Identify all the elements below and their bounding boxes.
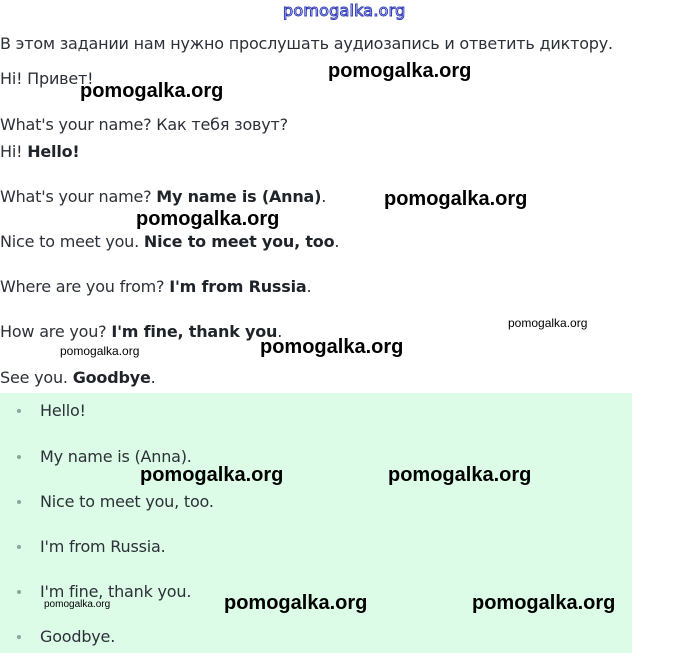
watermark: pomogalka.org — [328, 60, 472, 82]
watermark: pomogalka.org — [140, 464, 284, 486]
dialogue-answer: Goodbye — [72, 368, 151, 387]
dialogue-prompt: Nice to meet you. — [0, 232, 144, 251]
dialogue-line — [0, 115, 288, 134]
watermark: pomogalka.org — [260, 336, 404, 358]
dialogue-line — [0, 322, 282, 341]
dialogue-answer: My name is (Anna) — [156, 187, 322, 206]
list-bullet — [17, 500, 21, 504]
watermark: pomogalka.org — [508, 316, 588, 330]
dialogue-prompt: Where are you from? — [0, 277, 170, 296]
dialogue-line — [0, 277, 311, 296]
dialogue-suffix: . — [150, 368, 156, 387]
list-item: I'm from Russia. — [40, 537, 166, 556]
list-item: Nice to meet you, too. — [40, 492, 214, 511]
watermark: pomogalka.org — [388, 464, 532, 486]
dialogue-line — [0, 187, 326, 206]
list-bullet — [17, 455, 21, 459]
dialogue-suffix: . — [306, 277, 312, 296]
dialogue-line — [0, 368, 156, 387]
dialogue-prompt: What's your name? — [0, 187, 157, 206]
dialogue-suffix: . — [321, 187, 327, 206]
dialogue-answer: Nice to meet you, too — [143, 232, 335, 251]
dialogue-answer: I'm fine, thank you — [111, 322, 278, 341]
watermark: pomogalka.org — [472, 592, 616, 614]
watermark: pomogalka.org — [80, 80, 224, 102]
watermark: pomogalka.org — [384, 188, 528, 210]
list-item: Hello! — [40, 401, 86, 420]
watermark: pomogalka.org — [60, 344, 140, 358]
list-bullet — [17, 545, 21, 549]
list-bullet — [17, 409, 21, 413]
watermark: pomogalka.org — [44, 599, 111, 610]
dialogue-suffix: . — [334, 232, 340, 251]
dialogue-suffix: . — [277, 322, 283, 341]
dialogue-prompt: What's your name? Как тебя зовут? — [0, 115, 288, 134]
list-item: My name is (Anna). — [40, 447, 192, 466]
site-title[interactable]: pomogalka.org — [283, 1, 406, 20]
watermark: pomogalka.org — [224, 592, 368, 614]
task-intro: В этом задании нам нужно прослушать аудиозапись и ответить диктору. — [0, 34, 613, 53]
dialogue-prompt: Hi! Привет! — [0, 69, 94, 88]
dialogue-answer: I'm from Russia — [169, 277, 307, 296]
dialogue-line — [0, 142, 80, 161]
dialogue-prompt: How are you? — [0, 322, 112, 341]
dialogue-line — [0, 232, 339, 251]
list-bullet — [17, 635, 21, 639]
list-item: I'm fine, thank you. — [40, 582, 192, 601]
dialogue-prompt: See you. — [0, 368, 73, 387]
list-item: Goodbye. — [40, 627, 116, 646]
list-bullet — [17, 590, 21, 594]
dialogue-answer: Hello! — [27, 142, 80, 161]
watermark: pomogalka.org — [136, 208, 280, 230]
dialogue-prompt: Hi! — [0, 142, 28, 161]
